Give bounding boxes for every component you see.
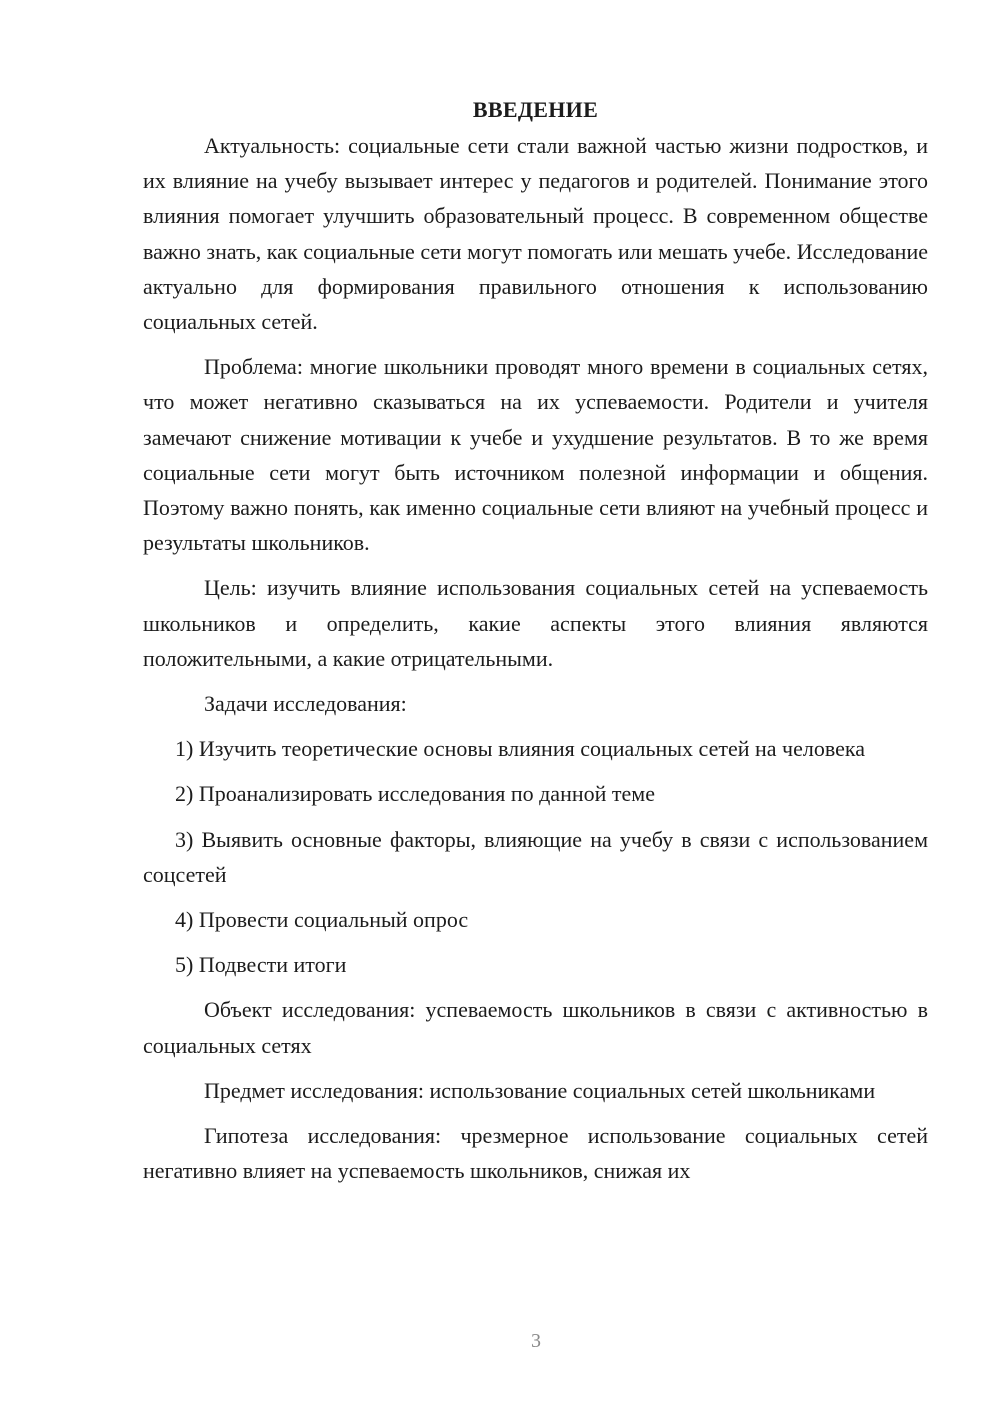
list-item: 3) Выявить основные факторы, влияющие на учебу в связи с использованием соцсетей xyxy=(143,826,928,887)
tasks-label: Задачи исследования: xyxy=(204,691,407,717)
object-paragraph: Объект исследования: успеваемость школьников в связи с активностью в социальных сетях xyxy=(143,997,928,1058)
problem-paragraph: Проблема: многие школьники проводят много времени в социальных сетях, что может негативно сказываться на их успеваемости. Родители и учителя замечают снижение мотивации к учебе и ухудшение результатов. В то же время социальные сети могут быть источником полезной информации и общения. Поэтому важно понять, как именно социальные сети влияют на учебный процесс и результаты школьников. xyxy=(143,354,928,556)
list-item: 5) Подвести итоги xyxy=(175,952,347,978)
section-heading: ВВЕДЕНИЕ xyxy=(472,97,599,122)
subject-paragraph: Предмет исследования: использование социальных сетей школьниками xyxy=(204,1077,876,1103)
tasks-list xyxy=(143,731,928,982)
hypothesis-paragraph: Гипотеза исследования: чрезмерное использование социальных сетей негативно влияет на успеваемость школьников, снижая их xyxy=(143,1123,928,1184)
page-number: 3 xyxy=(531,1330,541,1352)
document-page xyxy=(143,92,928,1198)
goal-paragraph: Цель: изучить влияние использования социальных сетей на успеваемость школьников и определить, какие аспекты этого влияния являются положительными, а какие отрицательными. xyxy=(143,575,928,671)
list-item: 2) Проанализировать исследования по данной теме xyxy=(175,781,655,807)
list-item: 4) Провести социальный опрос xyxy=(175,907,469,933)
list-item: 1) Изучить теоретические основы влияния социальных сетей на человека xyxy=(175,736,865,762)
relevance-paragraph: Актуальность: социальные сети стали важной частью жизни подростков, и их влияние на учебу вызывает интерес у педагогов и родителей. Понимание этого влияния помогает улучшить образовательный процесс. В современном обществе важно знать, как социальные сети могут помогать или мешать учебе. Исследование актуально для формирования правильного отношения к использованию социальных сетей. xyxy=(143,133,928,335)
